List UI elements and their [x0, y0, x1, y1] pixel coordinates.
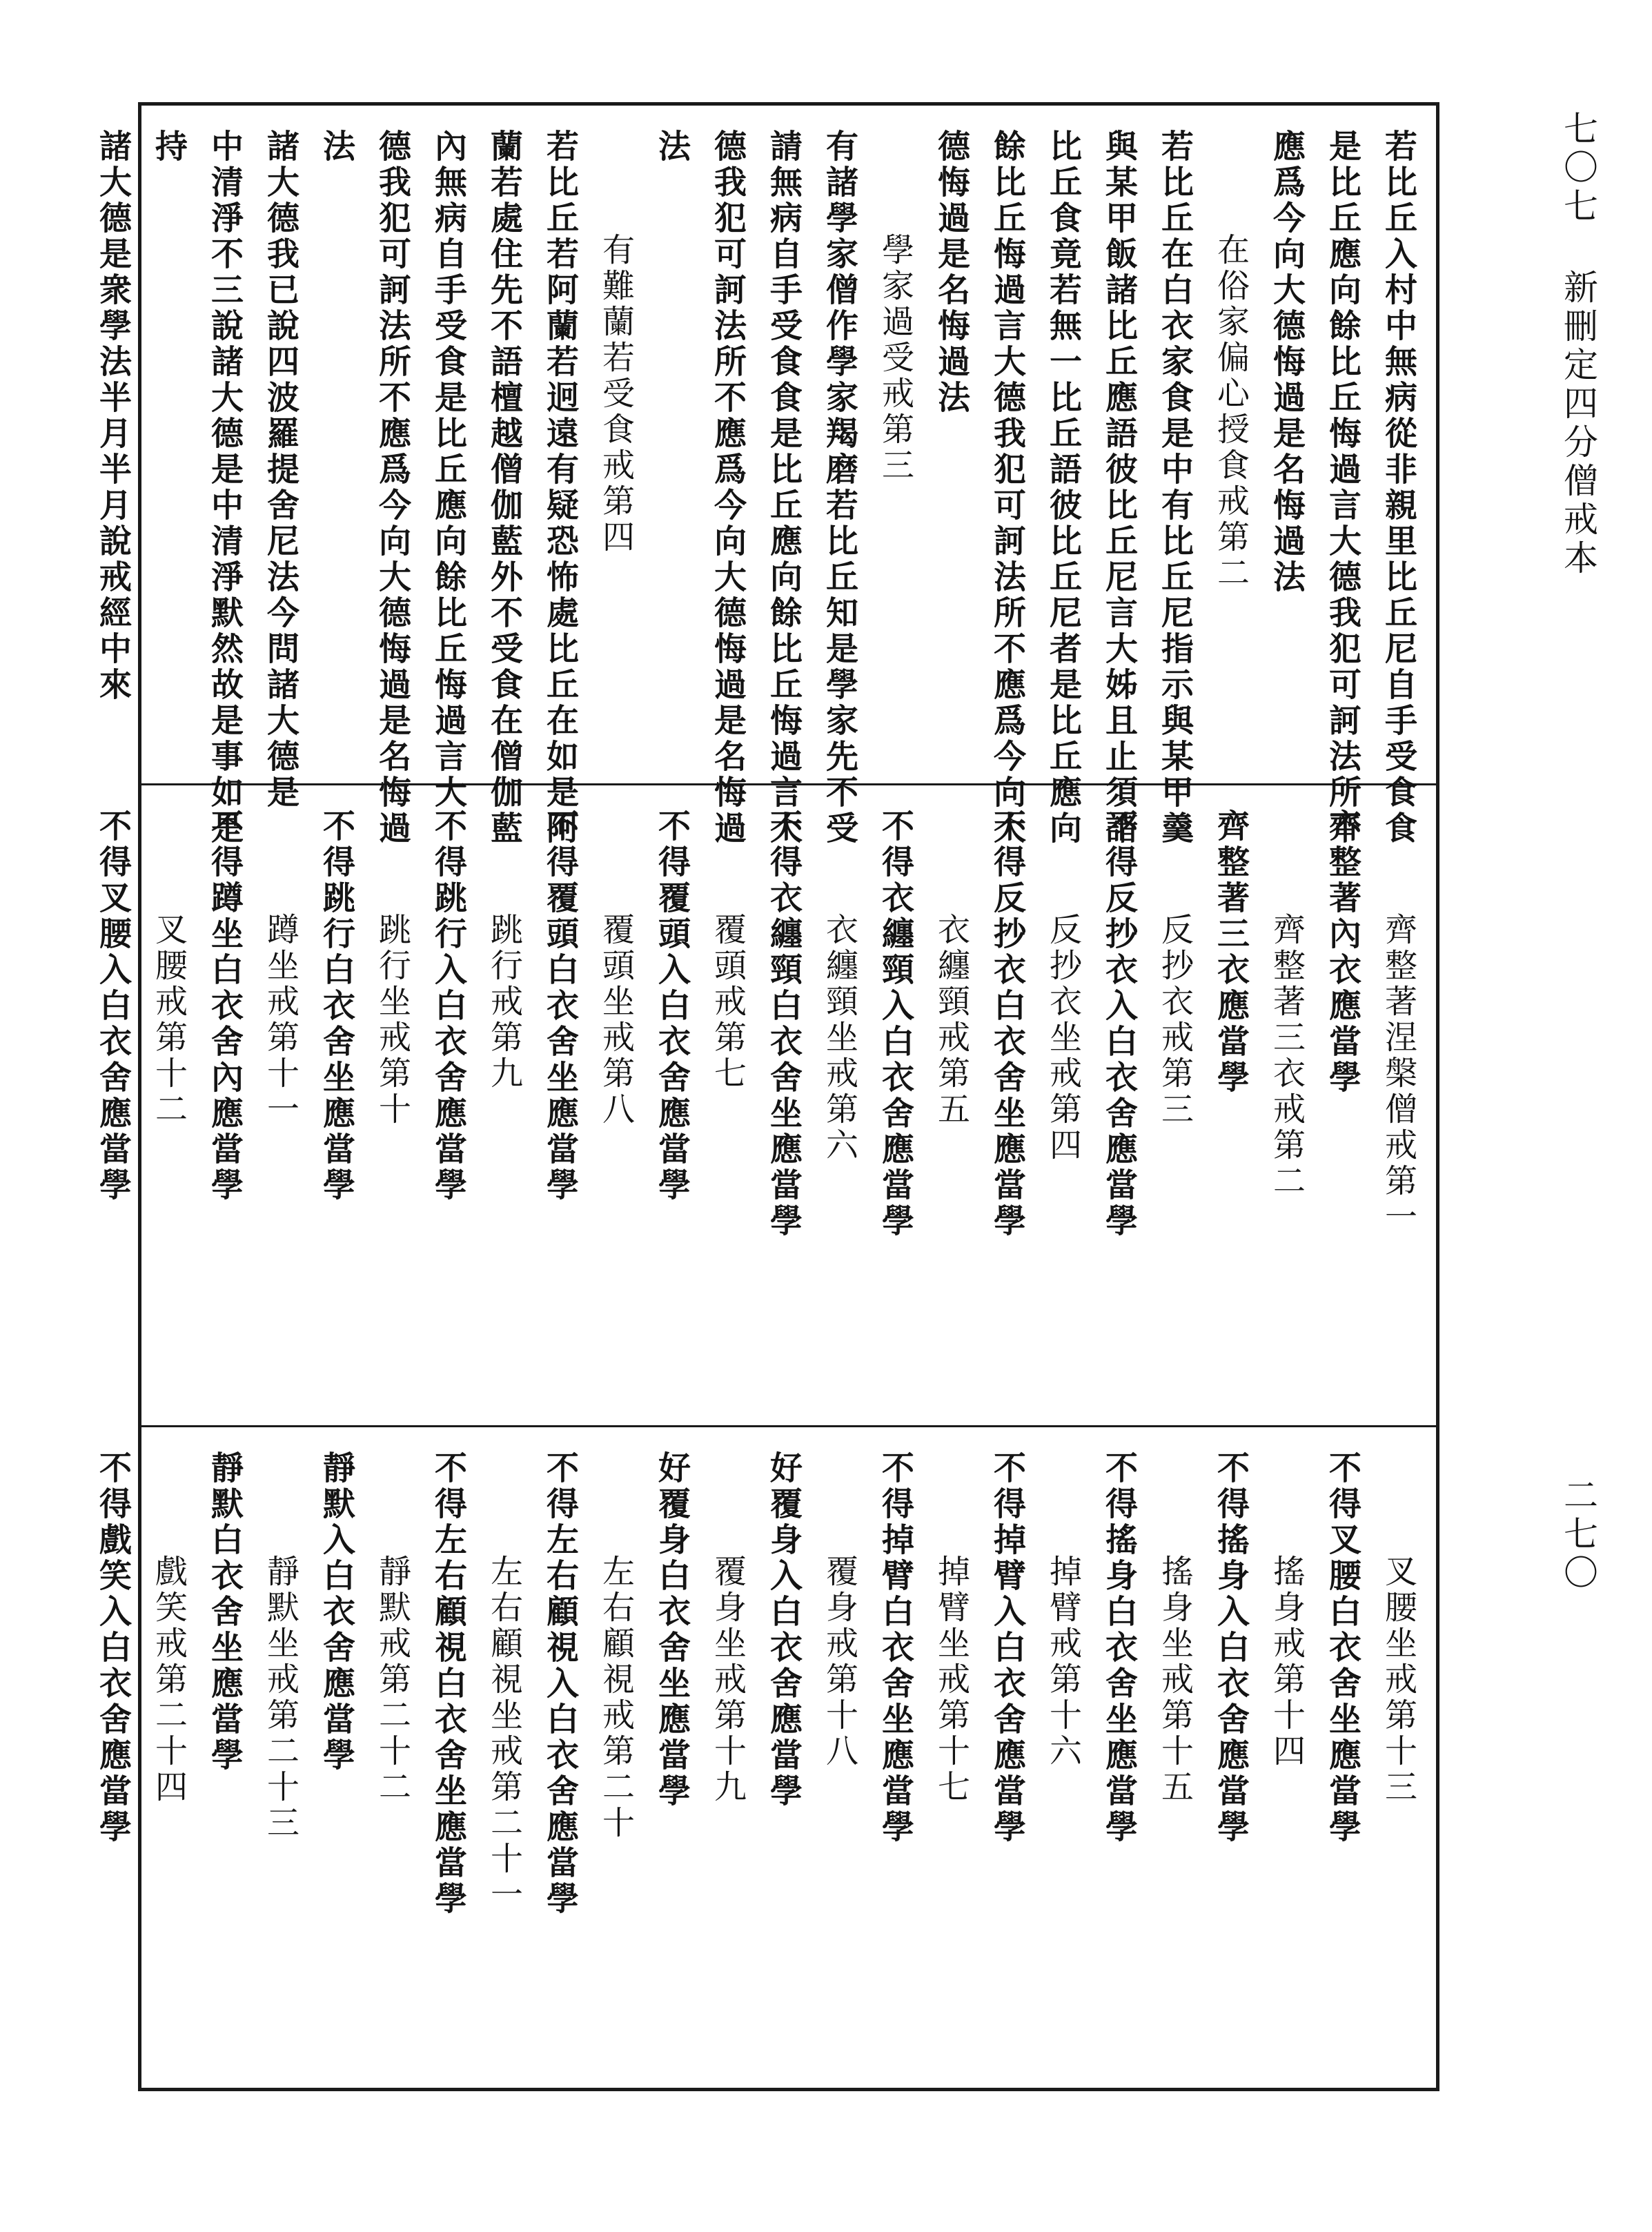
text-column: 比丘食竟若無一比丘語彼比丘尼者是比丘應向 [1044, 129, 1082, 847]
precept-heading: 掉臂戒第十六 [1044, 1554, 1082, 1770]
precept-heading: 戲笑戒第二十四 [150, 1554, 188, 1805]
precept-heading: 反抄衣戒第三 [1156, 912, 1194, 1128]
text-column: 不得覆頭白衣舍坐應當學 [541, 809, 579, 1204]
text-column: 內無病自手受食是比丘應向餘比丘悔過言大 [429, 129, 467, 811]
text-column: 若比丘在白衣家食是中有比丘尼指示與某甲羹 [1156, 129, 1194, 847]
text-column: 不得衣纏頸白衣舍坐應當學 [765, 809, 803, 1240]
text-column: 法 [653, 129, 691, 165]
text-column: 齊整著三衣應當學 [1212, 809, 1250, 1096]
text-column: 中清淨不三說諸大德是中清淨默然故是事如是 [206, 129, 244, 847]
text-column: 德我犯可訶法所不應爲今向大德悔過是名悔過 [373, 129, 411, 847]
precept-heading: 在俗家偏心授食戒第二 [1212, 233, 1250, 591]
precept-heading: 跳行坐戒第十 [373, 912, 411, 1128]
text-column: 不得搖身入白衣舍應當學 [1212, 1451, 1250, 1846]
text-column: 靜默白衣舍坐應當學 [206, 1451, 244, 1774]
precept-heading: 衣纏頸戒第五 [932, 912, 970, 1128]
precept-heading: 叉腰坐戒第十三 [1379, 1554, 1417, 1805]
lower-register [94, 1427, 1436, 2088]
precept-heading: 左右顧視坐戒第二十一 [485, 1554, 523, 1913]
text-column: 不得反抄衣白衣舍坐應當學 [988, 809, 1026, 1240]
text-column: 不得蹲坐白衣舍內應當學 [206, 809, 244, 1204]
text-column: 不得掉臂入白衣舍應當學 [988, 1451, 1026, 1846]
text-column: 諸大德我已說四波羅提舍尼法今問諸大德是 [262, 129, 299, 811]
text-column: 蘭若處住先不語檀越僧伽藍外不受食在僧伽藍 [485, 129, 523, 847]
text-column: 不得左右顧視入白衣舍應當學 [541, 1451, 579, 1917]
middle-register-columns [94, 809, 1426, 1418]
upper-register [94, 106, 1436, 847]
text-column: 不得跳行白衣舍坐應當學 [317, 809, 355, 1204]
precept-heading: 齊整著涅槃僧戒第一 [1379, 912, 1417, 1235]
text-column: 不得跳行入白衣舍應當學 [429, 809, 467, 1204]
precept-heading: 有難蘭若受食戒第四 [597, 233, 635, 556]
text-column: 若比丘入村中無病從非親里比丘尼自手受食食 [1379, 129, 1417, 847]
text-column: 好覆身白衣舍坐應當學 [653, 1451, 691, 1810]
text-column: 不得衣纏頸入白衣舍應當學 [876, 809, 914, 1240]
text-column: 不得戲笑入白衣舍應當學 [94, 1451, 132, 1846]
middle-register [94, 785, 1436, 1427]
running-header [1547, 110, 1609, 732]
precept-heading: 覆身戒第十八 [820, 1554, 858, 1770]
precept-heading: 覆身坐戒第十九 [709, 1554, 747, 1805]
precept-heading: 蹲坐戒第十一 [262, 912, 299, 1128]
text-column: 餘比丘悔過言大德我犯可訶法所不應爲今向大 [988, 129, 1026, 847]
page-number: 二七〇 [1558, 1477, 1598, 1593]
text-column: 不得左右顧視白衣舍坐應當學 [429, 1451, 467, 1917]
upper-register-columns [94, 129, 1426, 847]
text-column: 靜默入白衣舍應當學 [317, 1451, 355, 1774]
text-column: 是比丘應向餘比丘悔過言大德我犯可訶法所不 [1324, 129, 1361, 847]
precept-heading: 靜默坐戒第二十三 [262, 1554, 299, 1841]
precept-heading: 反抄衣坐戒第四 [1044, 912, 1082, 1164]
volume-number: 七〇七 [1558, 110, 1598, 226]
precept-heading: 衣纏頸坐戒第六 [820, 912, 858, 1164]
text-column: 不得搖身白衣舍坐應當學 [1100, 1451, 1138, 1846]
text-column: 持 [150, 129, 188, 165]
text-column: 好覆身入白衣舍應當學 [765, 1451, 803, 1810]
text-column: 諸大德是衆學法半月半月說戒經中來 [94, 129, 132, 703]
precept-heading: 搖身坐戒第十五 [1156, 1554, 1194, 1805]
text-column: 有諸學家僧作學家羯磨若比丘知是學家先不受 [820, 129, 858, 847]
book-title: 新刪定四分僧戒本 [1558, 268, 1598, 578]
lower-register-columns [94, 1451, 1426, 2081]
text-column: 請無病自手受食食是比丘應向餘比丘悔過言大 [765, 129, 803, 847]
text-frame [94, 102, 1439, 2091]
text-column: 若比丘若阿蘭若迥遠有疑恐怖處比丘在如是阿 [541, 129, 579, 847]
precept-heading: 齊整著三衣戒第二 [1268, 912, 1306, 1200]
text-column: 應爲今向大德悔過是名悔過法 [1268, 129, 1306, 596]
text-column: 不得叉腰入白衣舍應當學 [94, 809, 132, 1204]
precept-heading: 叉腰戒第十二 [150, 912, 188, 1128]
precept-heading: 學家過受戒第三 [876, 233, 914, 484]
text-column: 不得反抄衣入白衣舍應當學 [1100, 809, 1138, 1240]
text-column: 不得掉臂白衣舍坐應當學 [876, 1451, 914, 1846]
precept-heading: 覆頭戒第七 [709, 912, 747, 1092]
text-column: 與某甲飯諸比丘應語彼比丘尼言大姊且止須諸 [1100, 129, 1138, 847]
text-column: 德悔過是名悔過法 [932, 129, 970, 416]
text-column: 法 [317, 129, 355, 165]
text-column: 不得叉腰白衣舍坐應當學 [1324, 1451, 1361, 1846]
precept-heading: 跳行戒第九 [485, 912, 523, 1092]
precept-heading: 靜默戒第二十二 [373, 1554, 411, 1805]
text-column: 不得覆頭入白衣舍應當學 [653, 809, 691, 1204]
precept-heading: 掉臂坐戒第十七 [932, 1554, 970, 1805]
text-column: 齊整著內衣應當學 [1324, 809, 1361, 1096]
precept-heading: 搖身戒第十四 [1268, 1554, 1306, 1770]
text-column: 德我犯可訶法所不應爲今向大德悔過是名悔過 [709, 129, 747, 847]
precept-heading: 左右顧視戒第二十 [597, 1554, 635, 1841]
precept-heading: 覆頭坐戒第八 [597, 912, 635, 1128]
